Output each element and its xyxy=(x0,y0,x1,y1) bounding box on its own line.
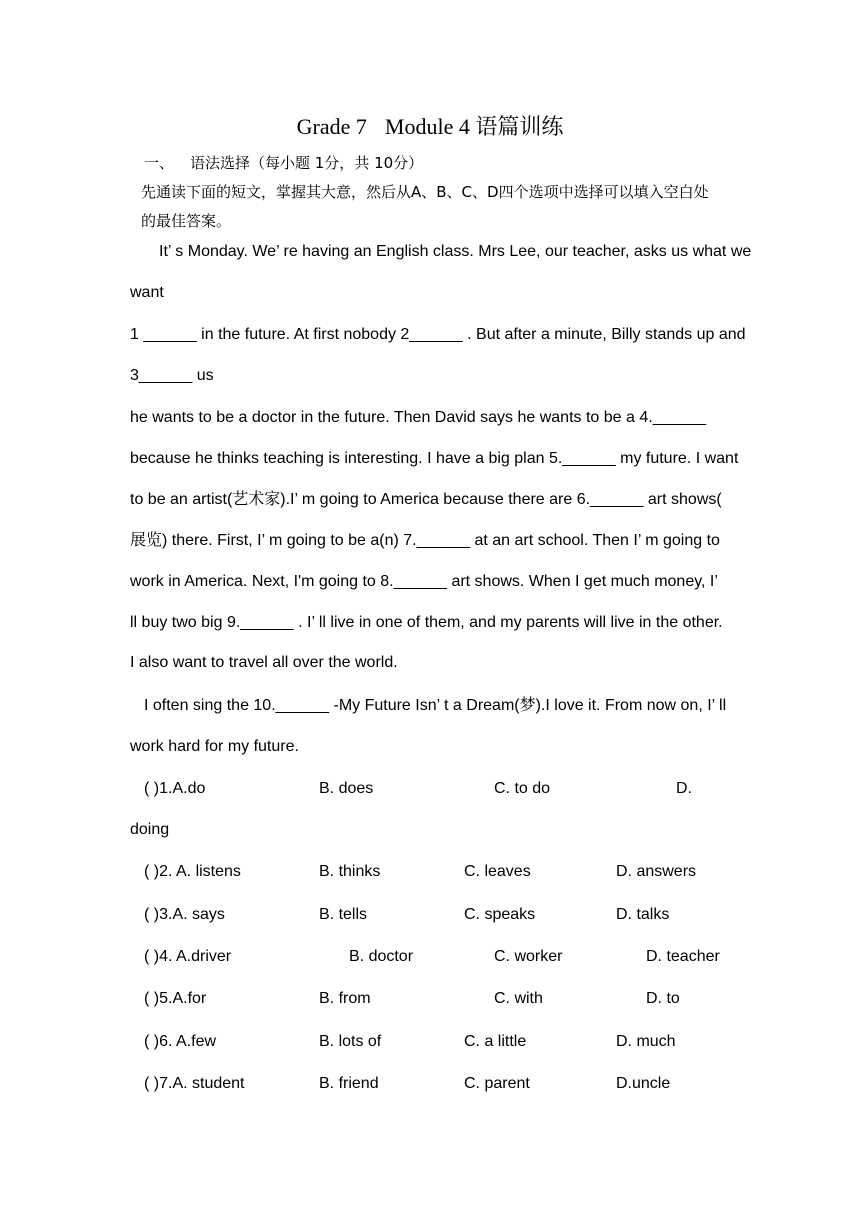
passage-line: 1 ______ in the future. At first nobody 2______ . But after a minute, Billy stands up and xyxy=(130,326,746,343)
instruction-line: 先通读下面的短文，掌握其大意，然后从A、B、C、D四个选项中选择可以填入空白处 xyxy=(141,183,709,201)
option-c: C. leaves xyxy=(464,863,531,880)
page-title xyxy=(0,112,860,142)
option-b: B. lots of xyxy=(319,1033,382,1050)
passage-line: 3______ us xyxy=(130,367,214,384)
title-grade: Grade 7 xyxy=(296,114,367,139)
option-c: C. speaks xyxy=(464,906,536,923)
question-stem: ( )4. A.driver xyxy=(144,948,232,965)
passage-line: because he thinks teaching is interesting. I have a big plan 5.______ my future. I want xyxy=(130,450,739,467)
title-module: Module 4 语篇训练 xyxy=(384,114,564,139)
passage-line: 展览) there. First, I’ m going to be a(n) 7.______ at an art school. Then I’ m going to xyxy=(130,532,720,549)
option-d: D. much xyxy=(616,1033,676,1050)
option-b: B. does xyxy=(319,780,374,797)
question-stem: ( )6. A.few xyxy=(144,1033,217,1050)
option-c: C. parent xyxy=(464,1075,530,1092)
option-d: D. to xyxy=(646,990,680,1007)
section-number: 一、 xyxy=(144,154,175,172)
question-stem: ( )7.A. student xyxy=(144,1075,245,1092)
option-c: C. a little xyxy=(464,1033,527,1050)
question-stem: ( )5.A.for xyxy=(144,990,207,1007)
passage-line: I also want to travel all over the world. xyxy=(130,654,398,671)
option-d: D. xyxy=(676,780,692,797)
option-c: C. to do xyxy=(494,780,551,797)
option-b: B. from xyxy=(319,990,371,1007)
option-c: C. worker xyxy=(494,948,563,965)
passage-line: want xyxy=(130,284,164,301)
option-b: B. tells xyxy=(319,906,368,923)
option-d: D. answers xyxy=(616,863,697,880)
question-stem: ( )3.A. says xyxy=(144,906,225,923)
passage-line: work in America. Next, I'm going to 8.______ art shows. When I get much money, I’ xyxy=(130,573,718,590)
passage-line: to be an artist(艺术家).I’ m going to America because there are 6.______ art shows( xyxy=(130,491,722,508)
option-b: B. friend xyxy=(319,1075,379,1092)
option-b: B. doctor xyxy=(349,948,414,965)
question-stem: ( )1.A.do xyxy=(144,780,206,797)
section-title: 语法选择（每小题 1分，共 10分） xyxy=(190,154,424,172)
option-b: B. thinks xyxy=(319,863,381,880)
option-d: D. talks xyxy=(616,906,670,923)
question-stem: ( )2. A. listens xyxy=(144,863,241,880)
passage-line: It’ s Monday. We’ re having an English class. Mrs Lee, our teacher, asks us what we xyxy=(159,243,752,260)
passage-line: work hard for my future. xyxy=(130,738,299,755)
instruction-line: 的最佳答案。 xyxy=(141,212,232,230)
passage-line: ll buy two big 9.______ . I’ ll live in one of them, and my parents will live in the other. xyxy=(130,614,723,631)
passage-line: he wants to be a doctor in the future. Then David says he wants to be a 4.______ xyxy=(130,409,707,426)
section-heading xyxy=(144,152,423,174)
option-c: C. with xyxy=(494,990,543,1007)
option-d: D. teacher xyxy=(646,948,720,965)
option-d: D.uncle xyxy=(616,1075,671,1092)
passage-line: I often sing the 10.______ -My Future Isn’ t a Dream(梦).I love it. From now on, I’ ll xyxy=(144,697,727,714)
option-d-wrap: doing xyxy=(130,821,170,838)
